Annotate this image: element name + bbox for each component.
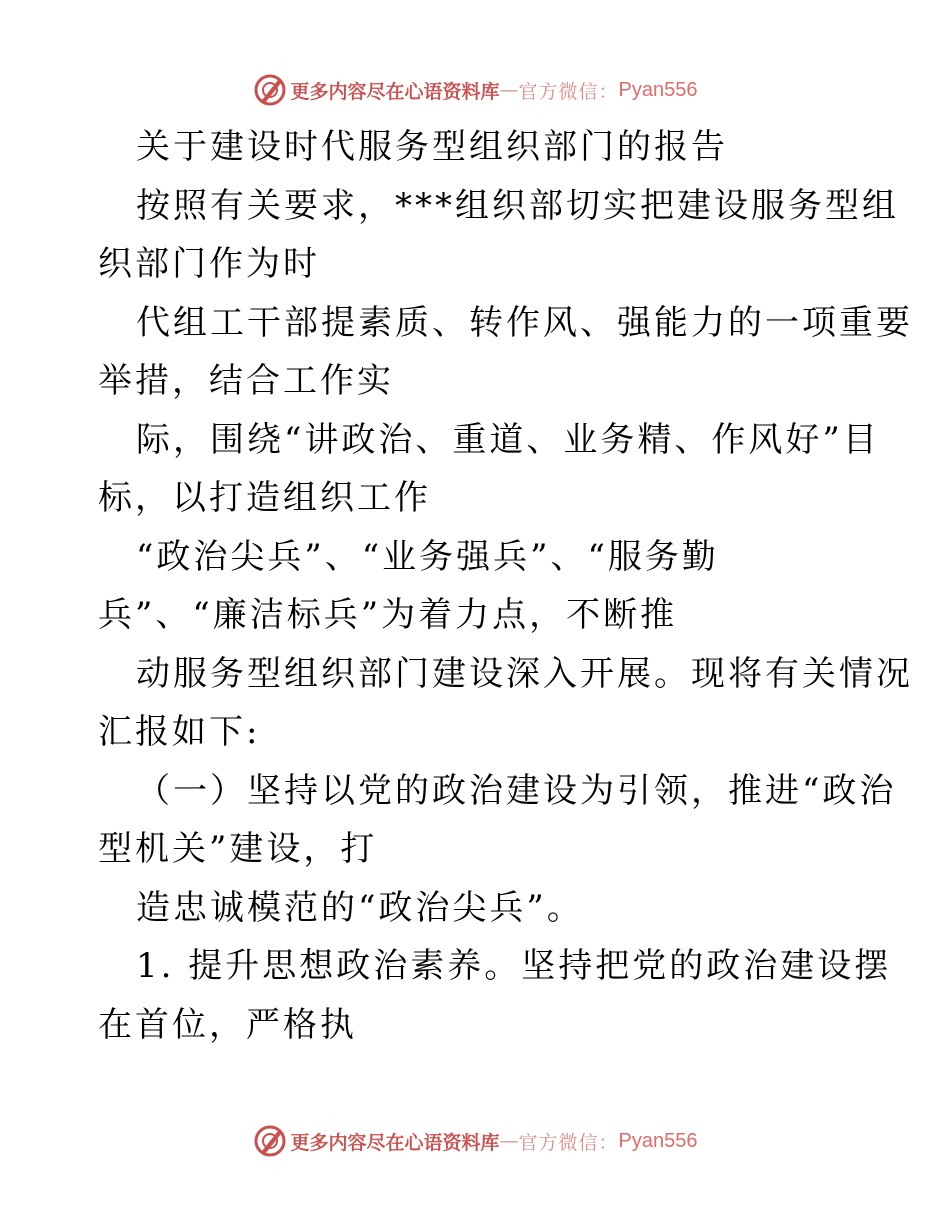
paragraph-line: 按照有关要求，***组织部切实把建设服务型组	[136, 186, 899, 226]
paragraph-line: 兵”、“廉洁标兵”为着力点，不断推	[98, 595, 678, 635]
paragraph-line: 举措，结合工作实	[98, 361, 394, 401]
watermark-wechat-id: Pyan556	[618, 78, 698, 101]
watermark-wechat-label: 官方微信：	[518, 80, 619, 103]
section-heading-line: 造忠诚模范的“政治尖兵”。	[136, 888, 584, 928]
paragraph-line: 代组工干部提素质、转作风、强能力的一项重要	[136, 303, 913, 343]
watermark-wechat-label: 官方微信：	[518, 1131, 619, 1154]
section-heading-line: 型机关”建设，打	[98, 829, 378, 869]
header-watermark	[0, 70, 950, 110]
watermark-dash: —	[499, 1130, 519, 1152]
watermark-wechat-id: Pyan556	[618, 1129, 698, 1152]
watermark-dash: —	[499, 79, 519, 101]
paragraph-line: “政治尖兵”、“业务强兵”、“服务勤	[136, 537, 719, 577]
paragraph-line: 动服务型组织部门建设深入开展。现将有关情况	[136, 654, 913, 694]
watermark-brand-text: 更多内容尽在心语资料库	[290, 80, 500, 103]
brand-logo-icon	[253, 1124, 287, 1158]
footer-watermark	[0, 1121, 950, 1161]
numbered-item-line: 1. 提升思想政治素养。坚持把党的政治建设摆	[136, 946, 892, 986]
watermark-brand-text: 更多内容尽在心语资料库	[290, 1131, 500, 1154]
paragraph-line: 汇报如下:	[98, 712, 261, 752]
paragraph-line: 织部门作为时	[98, 244, 320, 284]
paragraph-line: 际，围绕“讲政治、重道、业务精、作风好”目	[136, 420, 880, 460]
document-title: 关于建设时代服务型组织部门的报告	[136, 127, 728, 167]
section-heading-line: （一）坚持以党的政治建设为引领，推进“政治	[136, 771, 897, 811]
numbered-item-line: 在首位，严格执	[98, 1005, 357, 1045]
brand-logo-icon	[253, 73, 287, 107]
paragraph-line: 标，以打造组织工作	[98, 478, 431, 518]
